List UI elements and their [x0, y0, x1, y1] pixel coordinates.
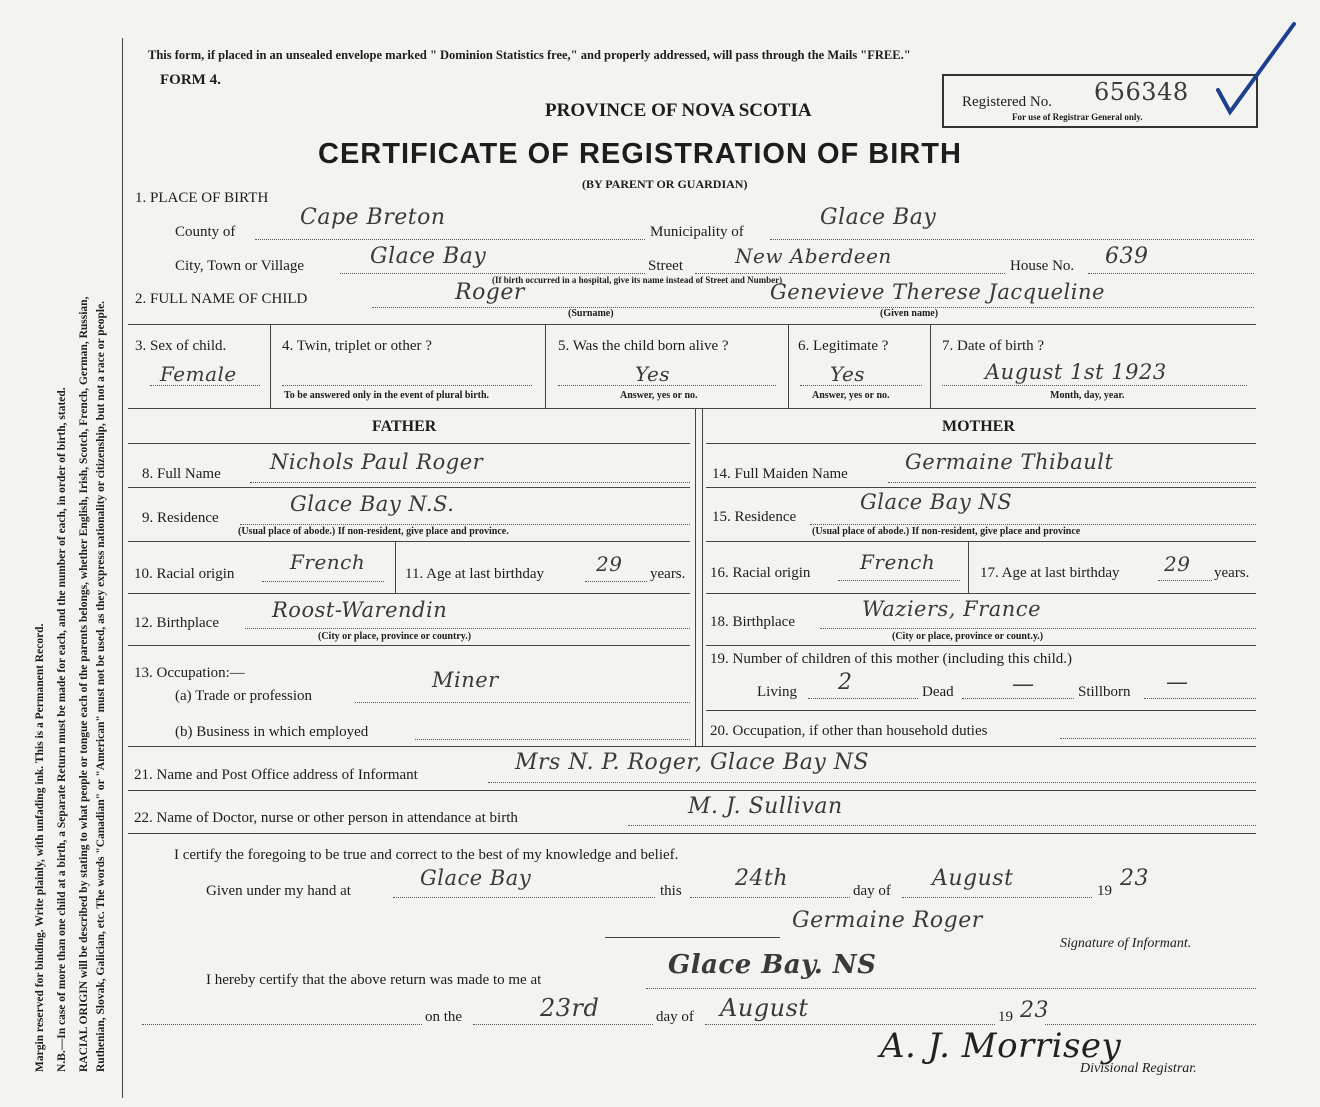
certify-statement: I certify the foregoing to be true and correct to the best of my knowledge and belief.	[174, 847, 679, 863]
doctor-value: M. J. Sullivan	[688, 794, 843, 819]
signature-informant-label: Signature of Informant.	[1060, 936, 1192, 951]
certificate-subtitle: (BY PARENT OR GUARDIAN)	[582, 177, 748, 191]
given-name-value: Genevieve Therese Jacqueline	[770, 280, 1105, 304]
binding-margin-line	[122, 38, 123, 1098]
mother-heading: MOTHER	[942, 418, 1015, 435]
father-heading: FATHER	[372, 418, 437, 435]
registrar-signature: A. J. Morrisey	[880, 1026, 1122, 1066]
year-value: 23	[1120, 866, 1149, 891]
father-age-value: 29	[596, 552, 623, 576]
divisional-registrar-label: Divisional Registrar.	[1080, 1061, 1197, 1076]
stillborn-label: Stillborn	[1078, 684, 1131, 700]
sex-label: 3. Sex of child.	[135, 338, 227, 354]
father-residence-label: 9. Residence	[142, 510, 219, 526]
informant-label: 21. Name and Post Office address of Informant	[134, 767, 418, 783]
on-month-value: August	[720, 994, 809, 1022]
father-residence-note: (Usual place of abode.) If non-resident, give place and province.	[238, 526, 509, 537]
city-label: City, Town or Village	[175, 258, 305, 274]
hospital-note: (If birth occurred in a hospital, give its name instead of Street and Number)	[492, 275, 783, 285]
this-day-value: 24th	[735, 866, 789, 891]
father-name-value: Nichols Paul Roger	[270, 450, 484, 474]
father-race-label: 10. Racial origin	[134, 566, 235, 582]
children-label: 19. Number of children of this mother (including this child.)	[710, 651, 1073, 667]
mother-race-label: 16. Racial origin	[710, 565, 811, 581]
twin-label: 4. Twin, triplet or other ?	[282, 338, 432, 354]
place-of-birth-label: 1. PLACE OF BIRTH	[135, 190, 269, 206]
year-prefix-label: 19	[1097, 883, 1112, 899]
mail-notice: This form, if placed in an unsealed envelope marked " Dominion Statistics free," and properly addressed, will pass through the Mails "FREE."	[148, 48, 911, 62]
father-residence-value: Glace Bay N.S.	[290, 492, 455, 516]
month-value: August	[932, 866, 1014, 891]
on-year-value: 23	[1020, 998, 1049, 1023]
given-at-value: Glace Bay	[420, 866, 532, 890]
alive-note: Answer, yes or no.	[620, 390, 698, 401]
certificate-title: CERTIFICATE OF REGISTRATION OF BIRTH	[318, 138, 962, 170]
year-prefix-label-2: 19	[998, 1009, 1013, 1025]
mother-race-value: French	[860, 550, 936, 574]
stillborn-value: —	[1166, 670, 1189, 695]
municipality-label: Municipality of	[650, 224, 744, 240]
mother-birthplace-note: (City or place, province or count.y.)	[892, 631, 1044, 642]
mother-years-label: years.	[1214, 565, 1250, 581]
hereby-certify-label: I hereby certify that the above return was made to me at	[206, 972, 542, 988]
living-value: 2	[838, 670, 853, 695]
registered-number: 656348	[1094, 78, 1189, 106]
child-name-label: 2. FULL NAME OF CHILD	[135, 291, 308, 307]
father-birthplace-note: (City or place, province or country.)	[318, 631, 472, 642]
form-number: FORM 4.	[160, 72, 221, 88]
registrar-use-note: For use of Registrar General only.	[1012, 112, 1143, 122]
twin-note: To be answered only in the event of plural birth.	[284, 390, 490, 401]
sex-value: Female	[160, 362, 237, 386]
mother-birthplace-value: Waziers, France	[862, 597, 1041, 621]
surname-value: Roger	[455, 280, 525, 305]
mother-age-label: 17. Age at last birthday	[980, 565, 1120, 581]
given-name-note: (Given name)	[880, 308, 939, 319]
surname-note: (Surname)	[568, 308, 614, 319]
father-age-label: 11. Age at last birthday	[405, 566, 544, 582]
province-title: PROVINCE OF NOVA SCOTIA	[545, 100, 812, 121]
mother-occupation-label: 20. Occupation, if other than household duties	[710, 723, 988, 739]
father-name-label: 8. Full Name	[142, 466, 221, 482]
county-value: Cape Breton	[300, 205, 446, 230]
alive-label: 5. Was the child born alive ?	[558, 338, 729, 354]
legit-value: Yes	[830, 362, 866, 386]
informant-value: Mrs N. P. Roger, Glace Bay NS	[515, 750, 870, 775]
dob-label: 7. Date of birth ?	[942, 338, 1045, 354]
margin-note-2: N.B.—In case of more than one child at a birth, a Separate Return must be made for each, and the number of each, in order of birth, stated.	[56, 387, 68, 1072]
margin-note-3: RACIAL ORIGIN will be described by stating to what people or tongue each of the parents belongs, whether English, Irish, Scotch, French, German, Russian,	[78, 296, 90, 1072]
mother-residence-value: Glace Bay NS	[860, 490, 1013, 514]
parent-divider	[695, 408, 696, 746]
alive-value: Yes	[635, 362, 671, 386]
checkmark-icon	[1210, 18, 1300, 118]
father-birthplace-value: Roost-Warendin	[272, 598, 448, 622]
street-value: New Aberdeen	[735, 244, 892, 268]
given-at-label: Given under my hand at	[206, 883, 351, 899]
mother-residence-label: 15. Residence	[712, 509, 797, 525]
this-label: this	[660, 883, 682, 899]
trade-value: Miner	[432, 668, 499, 692]
occupation-label: 13. Occupation:—	[134, 665, 245, 681]
house-value: 639	[1105, 244, 1149, 269]
father-race-value: French	[290, 550, 366, 574]
margin-note-1: Margin reserved for binding. Write plainly, with unfading ink. This is a Permanent Record.	[34, 623, 46, 1072]
mother-name-label: 14. Full Maiden Name	[712, 466, 848, 482]
business-label: (b) Business in which employed	[175, 724, 369, 740]
father-years-label: years.	[650, 566, 686, 582]
mother-birthplace-label: 18. Birthplace	[710, 614, 795, 630]
legit-label: 6. Legitimate ?	[798, 338, 889, 354]
legit-note: Answer, yes or no.	[812, 390, 890, 401]
on-day-value: 23rd	[540, 994, 600, 1022]
informant-signature: Germaine Roger	[792, 908, 983, 933]
house-label: House No.	[1010, 258, 1075, 274]
living-label: Living	[757, 684, 797, 700]
day-of-label-2: day of	[656, 1009, 694, 1025]
dead-value: —	[1012, 672, 1035, 697]
mother-name-value: Germaine Thibault	[905, 450, 1114, 474]
margin-note-4: Ruthenian, Slovak, Galician, etc. The words "Canadian" or "American" must not be used, as they express nationality or citizenship, but not a race or people.	[95, 300, 107, 1072]
registered-label: Registered No.	[962, 94, 1052, 110]
mother-residence-note: (Usual place of abode.) If non-resident, give place and province	[812, 526, 1081, 537]
father-birthplace-label: 12. Birthplace	[134, 615, 219, 631]
municipality-value: Glace Bay	[820, 205, 937, 230]
dob-value: August 1st 1923	[985, 360, 1167, 384]
made-at-value: Glace Bay. NS	[668, 950, 877, 980]
trade-label: (a) Trade or profession	[175, 688, 313, 704]
doctor-label: 22. Name of Doctor, nurse or other person in attendance at birth	[134, 810, 518, 826]
street-label: Street	[648, 258, 683, 274]
dead-label: Dead	[922, 684, 954, 700]
day-of-label: day of	[853, 883, 891, 899]
city-value: Glace Bay	[370, 244, 487, 269]
dob-note: Month, day, year.	[1050, 390, 1125, 401]
mother-age-value: 29	[1164, 552, 1191, 576]
on-the-label: on the	[425, 1009, 463, 1025]
county-label: County of	[175, 224, 236, 240]
